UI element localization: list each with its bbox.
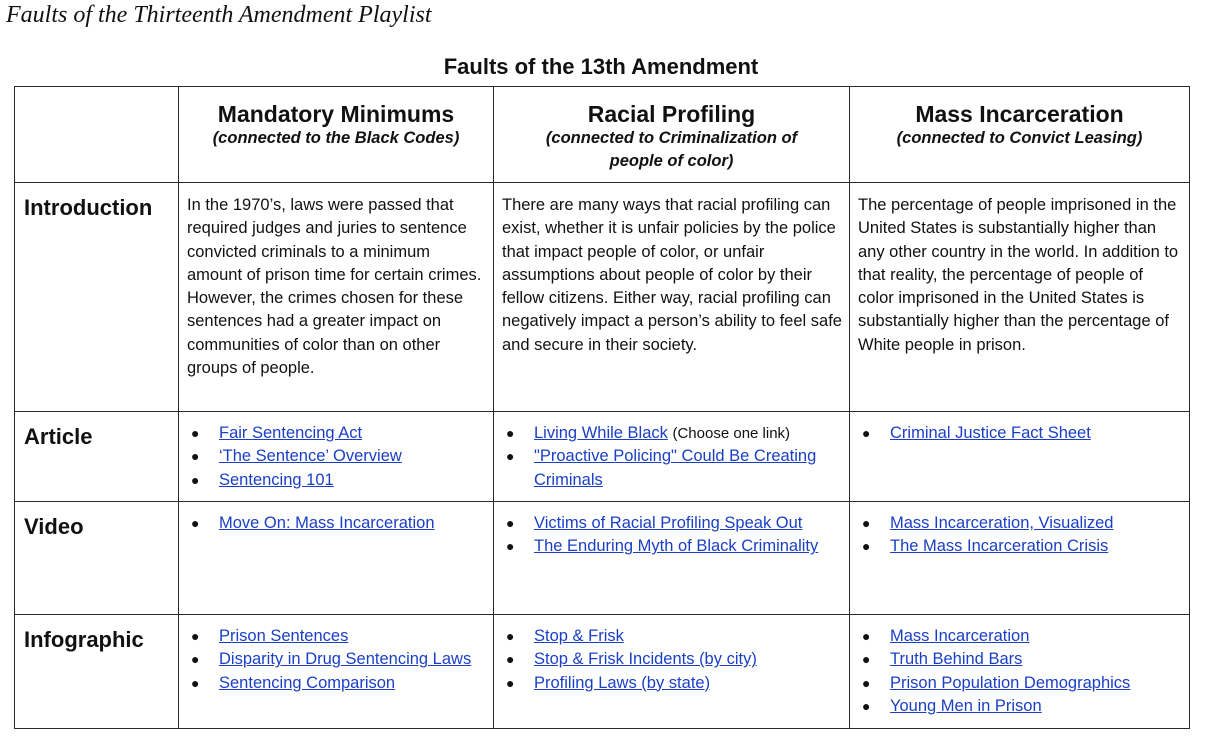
list-item [187, 672, 493, 695]
link-list [494, 412, 849, 492]
link-list [179, 615, 493, 695]
article-row [15, 412, 1190, 502]
link-sentencing-comparison[interactable]: Sentencing Comparison [219, 673, 396, 692]
link-stop-and-frisk-incidents[interactable]: Stop & Frisk Incidents (by city) [534, 650, 757, 669]
list-item [502, 445, 849, 492]
video-cell-mandatory-minimums [179, 502, 494, 615]
column-header-racial-profiling [494, 87, 850, 183]
intro-text-mass-incarceration: The percentage of people imprisoned in the United States is substantially higher than any other country in the world. In addition to that reality, the percentage of people of color imprisoned in the United States is substantially higher than the percentage of White people in prison. [850, 183, 1190, 412]
link-move-on-mass-incarceration[interactable]: Move On: Mass Incarceration [219, 514, 435, 532]
bullet-icon: ● [191, 471, 200, 488]
link-list [850, 412, 1189, 445]
link-proactive-policing[interactable]: "Proactive Policing" Could Be Creating Criminals [534, 447, 817, 489]
list-item [858, 625, 1189, 648]
bullet-icon: ● [506, 651, 515, 668]
link-list [179, 502, 493, 535]
list-item [502, 422, 849, 445]
list-item [858, 695, 1189, 718]
corner-cell [15, 87, 179, 183]
link-prison-population-demographics[interactable]: Prison Population Demographics [890, 673, 1131, 692]
introduction-row [15, 183, 1190, 412]
bullet-icon: ● [506, 538, 515, 555]
link-fair-sentencing-act[interactable]: Fair Sentencing Act [219, 424, 363, 442]
intro-text-racial-profiling: There are many ways that racial profiling can exist, whether it is unfair policies by the police that impact people of color, or unfair assumptions about people of color by their fellow citizens. Either way, racial profiling can negatively impact a person’s ability to feel safe and secure in their society. [494, 183, 850, 412]
table-title: Faults of the 13th Amendment [443, 54, 759, 79]
header-row [15, 87, 1190, 183]
list-item [502, 535, 849, 558]
link-criminal-justice-fact-sheet[interactable]: Criminal Justice Fact Sheet [890, 424, 1091, 442]
bullet-icon: ● [862, 697, 871, 714]
video-cell-mass-incarceration [850, 502, 1190, 615]
row-label-article: Article [15, 412, 179, 502]
list-item [858, 512, 1189, 535]
link-the-sentence-overview[interactable]: ‘The Sentence’ Overview [219, 447, 402, 466]
link-enduring-myth[interactable]: The Enduring Myth of Black Criminality [534, 537, 819, 556]
bullet-icon: ● [862, 538, 871, 555]
bullet-icon: ● [506, 448, 515, 465]
column-title: Mandatory Minimums [217, 101, 455, 127]
link-list [179, 412, 493, 492]
infographic-cell-mass-incarceration [850, 615, 1190, 729]
link-list [850, 615, 1189, 718]
link-stop-and-frisk[interactable]: Stop & Frisk [534, 627, 624, 645]
bullet-icon: ● [191, 515, 200, 531]
column-header-mandatory-minimums [179, 87, 494, 183]
list-item [502, 648, 849, 671]
link-mass-incarceration[interactable]: Mass Incarceration [890, 627, 1030, 645]
list-item [187, 422, 493, 445]
link-disparity-drug-sentencing[interactable]: Disparity in Drug Sentencing Laws [219, 650, 472, 669]
bullet-icon: ● [506, 425, 515, 441]
row-label-introduction: Introduction [15, 183, 179, 412]
column-title: Mass Incarceration [915, 101, 1124, 127]
list-item [858, 648, 1189, 671]
bullet-icon: ● [191, 674, 200, 691]
list-item [187, 445, 493, 468]
list-item [187, 648, 493, 671]
list-item [187, 469, 493, 492]
link-mass-incarceration-crisis[interactable]: The Mass Incarceration Crisis [890, 537, 1109, 556]
column-header-mass-incarceration [850, 87, 1190, 183]
column-subtitle: (connected to Criminalization of people of color) [545, 129, 798, 170]
bullet-icon: ● [506, 674, 515, 691]
intro-text-mandatory-minimums: In the 1970’s, laws were passed that required judges and juries to sentence convicted criminals to a minimum amount of prison time for certain crimes. However, the crimes chosen for these sentences had a greater impact on communities of color than on other groups of people. [179, 183, 494, 412]
column-title: Racial Profiling [587, 101, 756, 127]
article-cell-mandatory-minimums [179, 412, 494, 502]
bullet-icon: ● [862, 425, 871, 441]
list-item [187, 625, 493, 648]
infographic-row [15, 615, 1190, 729]
bullet-icon: ● [191, 651, 200, 668]
link-list [850, 502, 1189, 559]
link-victims-of-racial-profiling[interactable]: Victims of Racial Profiling Speak Out [534, 514, 803, 532]
list-item [502, 512, 849, 535]
list-item [858, 672, 1189, 695]
link-living-while-black[interactable]: Living While Black [534, 424, 668, 442]
page-heading: Faults of the Thirteenth Amendment Playlist [6, 2, 432, 28]
row-label-infographic: Infographic [15, 615, 179, 729]
bullet-icon: ● [506, 515, 515, 531]
list-item [858, 422, 1189, 445]
link-list [494, 502, 849, 559]
list-item [502, 625, 849, 648]
link-mass-incarceration-visualized[interactable]: Mass Incarceration, Visualized [890, 514, 1114, 532]
article-cell-mass-incarceration [850, 412, 1190, 502]
list-item [858, 535, 1189, 558]
bullet-icon: ● [862, 628, 871, 644]
list-item [502, 672, 849, 695]
bullet-icon: ● [862, 515, 871, 531]
playlist-table [14, 86, 1190, 729]
bullet-icon: ● [506, 628, 515, 644]
link-prison-sentences[interactable]: Prison Sentences [219, 627, 349, 645]
link-profiling-laws[interactable]: Profiling Laws (by state) [534, 673, 711, 692]
column-subtitle: (connected to Convict Leasing) [896, 129, 1143, 147]
column-subtitle: (connected to the Black Codes) [212, 129, 460, 147]
infographic-cell-mandatory-minimums [179, 615, 494, 729]
bullet-icon: ● [191, 448, 200, 465]
list-item [187, 512, 493, 535]
bullet-icon: ● [191, 628, 200, 644]
bullet-icon: ● [191, 425, 200, 441]
choose-one-note: (Choose one link) [672, 425, 791, 442]
infographic-cell-racial-profiling [494, 615, 850, 729]
bullet-icon: ● [862, 651, 871, 668]
bullet-icon: ● [862, 674, 871, 691]
link-truth-behind-bars[interactable]: Truth Behind Bars [890, 650, 1023, 669]
link-young-men-in-prison[interactable]: Young Men in Prison [890, 696, 1042, 715]
video-cell-racial-profiling [494, 502, 850, 615]
video-row [15, 502, 1190, 615]
link-list [494, 615, 849, 695]
article-cell-racial-profiling [494, 412, 850, 502]
row-label-video: Video [15, 502, 179, 615]
link-sentencing-101[interactable]: Sentencing 101 [219, 470, 334, 489]
